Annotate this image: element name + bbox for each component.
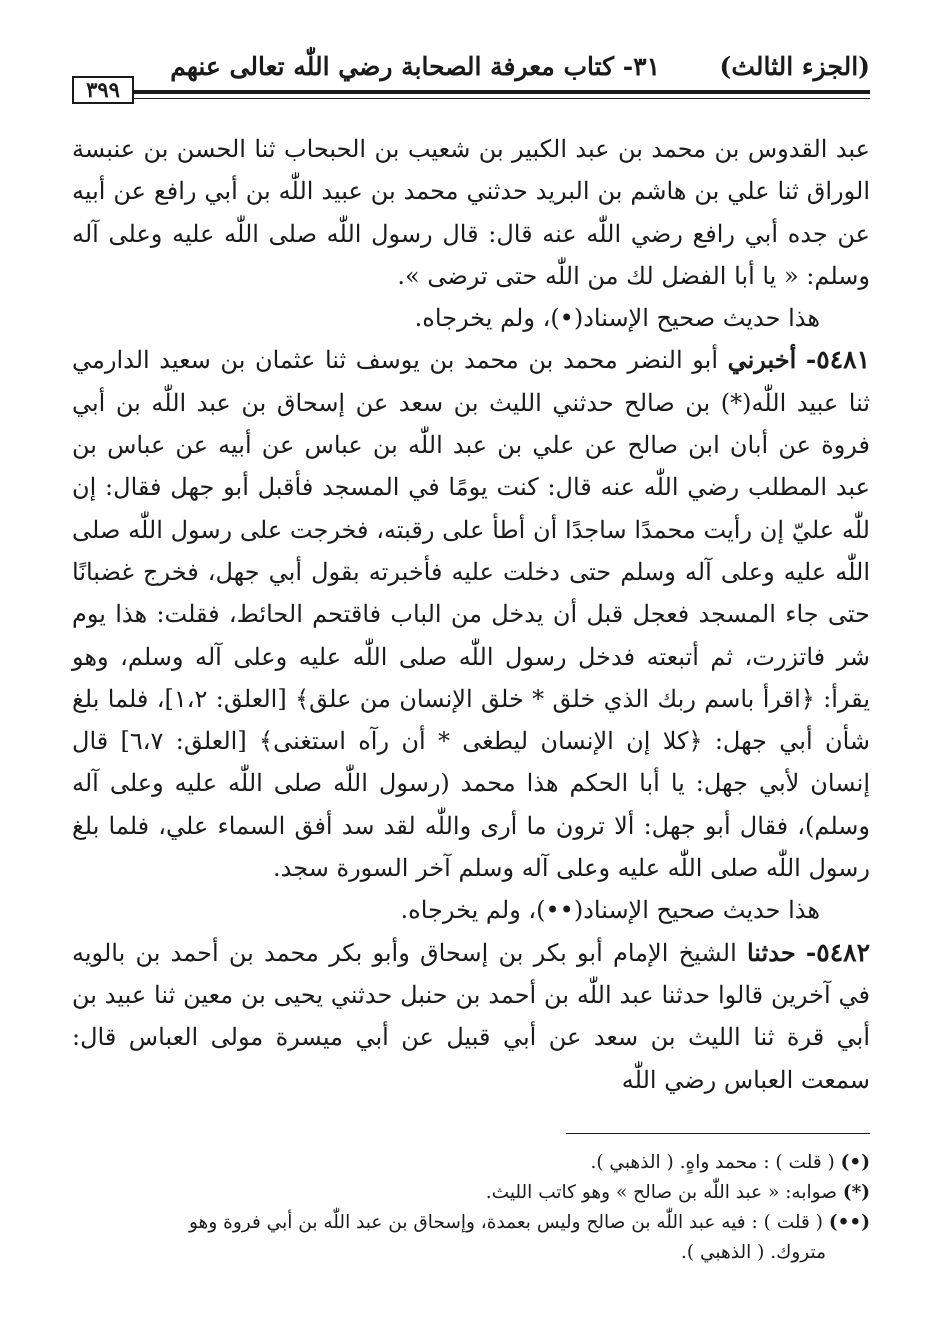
hadith-text: أبو النضر محمد بن محمد بن يوسف ثنا عثمان بن سعيد الدارمي ثنا عبيد اللّٰه(*) بن صالح حدثني الليث بن سعد عن إسحاق بن عبد اللّٰه بن أبي فروة عن أبان ابن صالح عن علي بن عبد اللّٰه بن عباس عن أبيه عن عباس بن عبد المطلب رضي اللّٰه عنه قال: كنت يومًا في المسجد فأقبل أبو جهل فقال: إن للّٰه عليّ إن رأيت محمدًا ساجدًا أن أطأ على رقبته، فخرجت على رسول اللّٰه صلى اللّٰه عليه وعلى آله وسلم حتى دخلت عليه فأخبرته بقول أبي جهل، فخرج غضبانًا حتى جاء المسجد فعجل قبل أن يدخل من الباب فاقتحم الحائط، فقلت: هذا يوم شر فاتزرت، ثم أتبعته فدخل رسول اللّٰه صلى اللّٰه عليه وعلى آله وسلم، وهو يقرأ: ﴿اقرأ باسم ربك الذي خلق * خلق الإنسان من علق﴾ [العلق: ١،٢]، فلما بلغ شأن أبي جهل: ﴿كلا إن الإنسان ليطغى * أن رآه استغنى﴾ [العلق: ٦،٧] قال إنسان لأبي جهل: يا أبا الحكم هذا محمد (رسول اللّٰه صلى اللّٰه عليه وعلى آله وسلم)، فقال أبو جهل: ألا ترون ما أرى واللّٰه لقد سد أفق السماء علي، فلما بلغ رسول اللّٰه صلى اللّٰه عليه وعلى آله وسلم آخر السورة سجد. [72, 346, 871, 883]
hadith-5481 [72, 339, 870, 889]
footnote-marker: (••) [828, 1212, 870, 1233]
footnotes [72, 1148, 870, 1268]
paragraph-2-verdict: هذا حديث صحيح الإسناد(•)، ولم يخرجاه. [414, 304, 820, 333]
footnote-marker: (*) [842, 1182, 870, 1203]
hadith-keyword: حدثنا [746, 937, 796, 967]
hadith-number: ٥٤٨٢- [805, 937, 870, 967]
header-rule-thick [134, 90, 870, 94]
main-text [72, 128, 870, 1101]
footnote-marker: (•) [840, 1152, 870, 1173]
page-number: ٣٩٩ [72, 76, 134, 104]
paragraph-4-verdict: هذا حديث صحيح الإسناد(••)، ولم يخرجاه. [400, 896, 820, 925]
chapter-title: ٣١- كتاب معرفة الصحابة رضي اللّٰه تعالى عنهم [170, 52, 660, 81]
footnote-text: صوابه: « عبد اللّٰه بن صالح » وهو كاتب الليث. [485, 1182, 837, 1203]
footnote-1 [72, 1148, 870, 1178]
hadith-keyword: أخبرني [727, 345, 797, 375]
footnote-3-continuation: متروك. ( الذهبي ). [681, 1242, 826, 1263]
hadith-number: ٥٤٨١- [805, 345, 870, 375]
footnote-3 [72, 1208, 870, 1238]
footnote-text: ( قلت ) : محمد واهٍ. ( الذهبي ). [590, 1152, 835, 1173]
hadith-5482 [72, 932, 870, 1101]
footnote-text: ( قلت ) : فيه عبد اللّٰه بن صالح وليس بعمدة، وإسحاق بن عبد اللّٰه بن أبي فروة وهو [189, 1212, 823, 1233]
hadith-text: الشيخ الإمام أبو بكر بن إسحاق وأبو بكر محمد بن أحمد بن بالويه في آخرين قالوا حدثنا عبد اللّٰه بن أحمد بن حنبل حدثني يحيى بن معين ثنا عبيد بن أبي قرة ثنا الليث بن سعد عن أبي قبيل عن أبي ميسرة مولى العباس قال: سمعت العباس رضي اللّٰه [72, 938, 870, 1094]
footnote-2 [72, 1178, 870, 1208]
paragraph-1: عبد القدوس بن محمد بن عبد الكبير بن شعيب بن الحبحاب ثنا الحسن بن عنبسة الوراق ثنا علي بن هاشم بن البريد حدثني محمد بن عبيد اللّٰه بن أبي رافع عن أبيه عن جده أبي رافع رضي اللّٰه عنه قال: قال رسول اللّٰه صلى اللّٰه عليه وعلى آله وسلم: « يا أبا الفضل لك من اللّٰه حتى ترضى ». [72, 135, 870, 290]
header-rule-thin [134, 98, 870, 99]
running-header [72, 42, 870, 104]
footnote-separator [566, 1133, 870, 1134]
volume-label: (الجزء الثالث) [719, 52, 870, 81]
